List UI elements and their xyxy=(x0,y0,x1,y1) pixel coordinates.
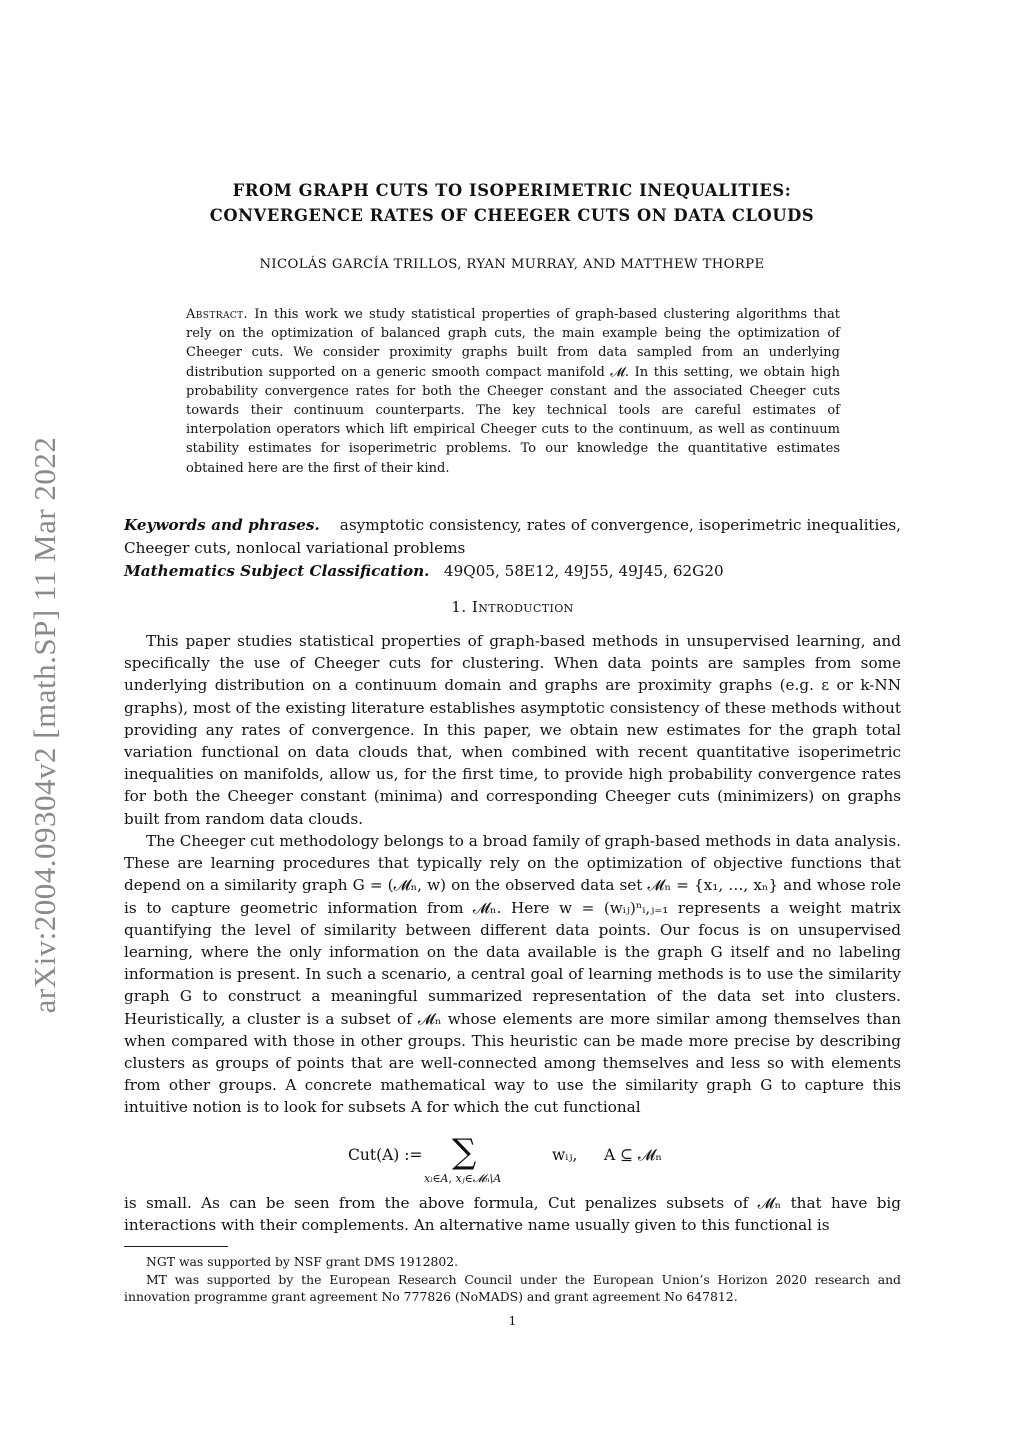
keywords xyxy=(124,514,901,559)
page-number: 1 xyxy=(508,1313,517,1328)
formula-set-condition: A ⊆ 𝓜ₙ xyxy=(604,1146,663,1164)
abstract-text: In this work we study statistical properties of graph-based clustering algorithms that rely on the optimization of balanced graph cuts, the main example being the optimization of Cheeger cuts. We consider proximity graphs built from data sampled from an underlying distribution supported on a generic smooth compact manifold 𝓜. In this setting, we obtain high probability convergence rates for both the Cheeger constant and the associated Cheeger cuts towards their continuum counterparts. The key technical tools are careful estimates of interpolation operators which lift empirical Cheeger cuts to the continuum, as well as continuum stability estimates for isoperimetric problems. To our knowledge the quantitative estimates obtained here are the first of their kind. xyxy=(186,307,840,476)
msc-codes: 49Q05, 58E12, 49J55, 49J45, 62G20 xyxy=(443,562,724,580)
footnote-funding-ngt: NGT was supported by NSF grant DMS 1912802. xyxy=(146,1254,459,1269)
section-number: 1. xyxy=(451,598,467,616)
section-heading xyxy=(124,598,901,616)
title-line-1: FROM GRAPH CUTS TO ISOPERIMETRIC INEQUALITIES: xyxy=(232,181,792,200)
abstract xyxy=(186,305,840,478)
abstract-label: Abstract. xyxy=(186,307,249,322)
cut-formula xyxy=(124,1132,901,1196)
msc-label: Mathematics Subject Classification. xyxy=(124,562,430,580)
summation-subscript: xᵢ∈A, xⱼ∈𝓜ₙ\A xyxy=(424,1172,502,1185)
paper-title xyxy=(150,178,874,228)
title-line-2: CONVERGENCE RATES OF CHEEGER CUTS ON DATA CLOUDS xyxy=(209,206,815,225)
subject-classification xyxy=(124,560,901,583)
section-title: Introduction xyxy=(471,598,574,616)
footnote-funding-mt: MT was supported by the European Research Council under the European Union’s Horizon 2020 research and innovation programme grant agreement No 777826 (NoMADS) and grant agreement No 647812. xyxy=(124,1272,901,1305)
author-list: NICOLÁS GARCÍA TRILLOS, RYAN MURRAY, AND MATTHEW THORPE xyxy=(259,257,765,272)
intro-paragraph-1: This paper studies statistical properties of graph-based methods in unsupervised learning, and specifically the use of Cheeger cuts for clustering. When data points are samples from some underlying distribution on a continuum domain and graphs are proximity graphs (e.g. ε or k-NN graphs), most of the existing literature establishes asymptotic consistency of these methods without providing any rates of convergence. In this paper, we obtain new estimates for the graph total variation functional on data clouds that, when combined with recent quantitative isoperimetric inequalities on manifolds, allow us, for the first time, to provide high probability convergence rates for both the Cheeger constant (minima) and corresponding Cheeger cuts (minimizers) on graphs built from random data clouds. xyxy=(124,632,901,828)
summation-symbol: ∑ xyxy=(452,1132,477,1172)
arxiv-identifier-stamp: arXiv:2004.09304v2 [math.SP] 11 Mar 2022 xyxy=(27,436,62,1014)
formula-term: wᵢⱼ, xyxy=(552,1146,578,1164)
formula-lhs: Cut(A) := xyxy=(348,1146,423,1164)
keywords-text: asymptotic consistency, rates of convergence, isoperimetric inequalities, Cheeger cuts, nonlocal variational problems xyxy=(124,516,901,557)
footnote-divider xyxy=(124,1246,228,1247)
keywords-label: Keywords and phrases. xyxy=(124,516,320,534)
intro-paragraph-2: The Cheeger cut methodology belongs to a broad family of graph-based methods in data analysis. These are learning procedures that typically rely on the optimization of objective functions that depend on a similarity graph G = (𝓜ₙ, w) on the observed data set 𝓜ₙ = {x₁, …, xₙ} and whose role is to capture geometric information from 𝓜ₙ. Here w = (wᵢⱼ)ⁿᵢ,ⱼ₌₁ represents a weight matrix quantifying the level of similarity between different data points. Our focus is on unsupervised learning, where the only information on the data available is the graph G itself and no labeling information is present. In such a scenario, a central goal of learning methods is to use the similarity graph G to construct a meaningful summarized representation of the data set into clusters. Heuristically, a cluster is a subset of 𝓜ₙ whose elements are more similar among themselves than when compared with those in other groups. This heuristic can be made more precise by describing clusters as groups of points that are well-connected among themselves and less so with elements from other groups. A concrete mathematical way to use the similarity graph G to capture this intuitive notion is to look for subsets A for which the cut functional xyxy=(124,832,901,1117)
intro-paragraph-3: is small. As can be seen from the above formula, Cut penalizes subsets of 𝓜ₙ that have big interactions with their complements. An alternative name usually given to this functional is xyxy=(124,1194,901,1235)
